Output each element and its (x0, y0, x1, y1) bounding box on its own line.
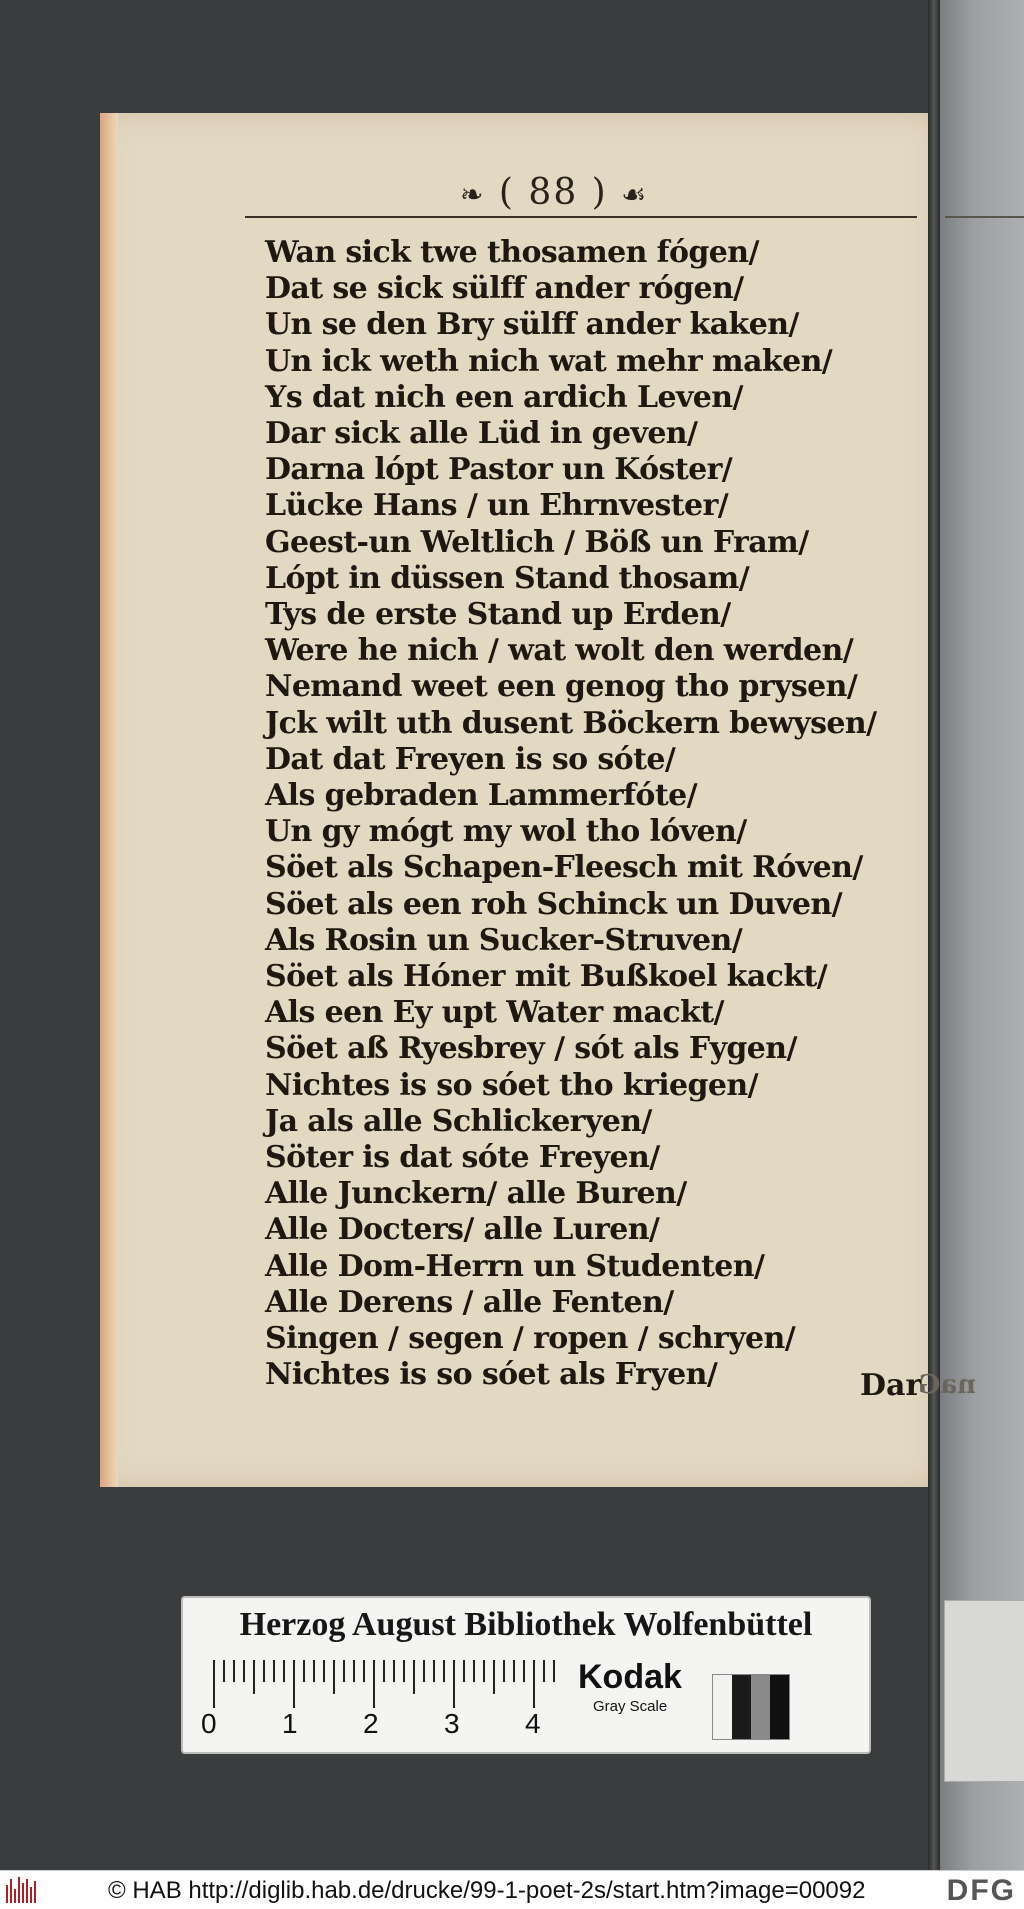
verse-line: Nemand weet een genog tho prysen/ (265, 669, 858, 705)
verse-line: Ja als alle Schlickeryen/ (265, 1103, 652, 1139)
verse-line: Singen / segen / ropen / schryen/ (265, 1321, 796, 1357)
poem-text (265, 235, 905, 1394)
gray-swatches (712, 1674, 790, 1740)
ruler-number: 1 (282, 1708, 298, 1739)
ruler-tick (483, 1660, 485, 1682)
logo-bar (10, 1879, 12, 1903)
verse-line: Lücke Hans / un Ehrnvester/ (265, 488, 729, 524)
ruler-tick (413, 1660, 415, 1694)
verse-line: Dar sick alle Lüd in geven/ (265, 416, 698, 452)
ruler-tick (223, 1660, 225, 1682)
ruler-tick (303, 1660, 305, 1682)
ruler-number: 3 (444, 1708, 460, 1739)
ruler-tick (253, 1660, 255, 1694)
header-rule (245, 216, 917, 218)
verse-line: Söet aß Ryesbrey / sót als Fygen/ (265, 1031, 797, 1067)
ornament-right-icon: ☙ (621, 178, 649, 211)
ruler-tick (283, 1660, 285, 1682)
dfg-logo: DFG (946, 1874, 1016, 1907)
ruler-tick (453, 1660, 455, 1708)
verse-line: Söet als een roh Schinck un Duven/ (265, 886, 842, 922)
verse-line: Alle Derens / alle Fenten/ (265, 1284, 674, 1320)
ruler-tick (443, 1660, 445, 1682)
verse-line: Alle Docters/ alle Luren/ (265, 1212, 660, 1248)
ruler-tick (373, 1660, 375, 1708)
ruler-tick (513, 1660, 515, 1682)
ruler-tick (393, 1660, 395, 1682)
verse-line: Nichtes is so sóet tho kriegen/ (265, 1067, 758, 1103)
ruler-tick (343, 1660, 345, 1682)
catchword: Dar (860, 1368, 922, 1403)
kodak-logo: Kodak (578, 1658, 682, 1696)
ruler-tick (293, 1660, 295, 1708)
ruler-tick (473, 1660, 475, 1682)
page-number: ( 88 ) (498, 172, 608, 213)
logo-bar (30, 1887, 32, 1903)
logo-bar (18, 1877, 20, 1903)
ruler-number: 0 (201, 1708, 217, 1739)
ruler-tick (543, 1660, 545, 1682)
verse-line: Nichtes is so sóet als Fryen/ (265, 1357, 718, 1393)
verse-line: Alle Junckern/ alle Buren/ (265, 1176, 687, 1212)
verse-line: Söter is dat sóte Freyen/ (265, 1140, 660, 1176)
ruler-tick (463, 1660, 465, 1682)
verse-line: Als Rosin un Sucker-Struven/ (265, 922, 743, 958)
page-left-edge (100, 113, 118, 1487)
gray-scale-label: Gray Scale (593, 1698, 668, 1715)
verse-line: Söet als Hóner mit Bußkoel kackt/ (265, 959, 828, 995)
gray-swatch (732, 1675, 751, 1739)
verse-line: Jck wilt uth dusent Böckern bewysen/ (265, 705, 877, 741)
ruler-tick (333, 1660, 335, 1694)
ruler-tick (433, 1660, 435, 1682)
verse-line: Dat se sick sülff ander rógen/ (265, 271, 744, 307)
verse-line: Alle Dom-Herrn un Studenten/ (265, 1248, 765, 1284)
ruler-tick (363, 1660, 365, 1682)
verse-line: Were he nich / wat wolt den werden/ (265, 633, 854, 669)
ruler-tick (263, 1660, 265, 1682)
ruler-tick (233, 1660, 235, 1682)
verse-line: Un gy mógt my wol tho lóven/ (265, 814, 747, 850)
ruler-tick (503, 1660, 505, 1682)
hab-logo-icon (6, 1877, 40, 1903)
verse-line: Un se den Bry sülff ander kaken/ (265, 307, 799, 343)
verse-line: Dat dat Freyen is so sóte/ (265, 741, 676, 777)
verse-line: Darna lópt Pastor un Kóster/ (265, 452, 733, 488)
ruler-tick (273, 1660, 275, 1682)
verse-line: Un ick weth nich wat mehr maken/ (265, 343, 833, 379)
ornament-left-icon: ❧ (460, 178, 486, 211)
verse-line: Ys dat nich een ardich Leven/ (265, 379, 743, 415)
show-through-text: naG (918, 1370, 976, 1400)
ruler-tick (553, 1660, 555, 1682)
ruler-tick (383, 1660, 385, 1682)
verse-line: Geest-un Weltlich / Böß un Fram/ (265, 524, 809, 560)
card-title: Herzog August Bibliothek Wolfenbüttel (239, 1606, 813, 1643)
verse-line: Tys de erste Stand up Erden/ (265, 597, 731, 633)
verse-line: Söet als Schapen-Fleesch mit Róven/ (265, 850, 863, 886)
gray-swatch (770, 1675, 789, 1739)
gray-swatch (751, 1675, 770, 1739)
ruler-tick (533, 1660, 535, 1708)
verse-line: Als een Ey upt Water mackt/ (265, 995, 724, 1031)
ruler-tick (213, 1660, 215, 1708)
logo-bar (22, 1883, 24, 1903)
verse-line: Lópt in düssen Stand thosam/ (265, 560, 750, 596)
ruler-tick (353, 1660, 355, 1682)
verse-line: Wan sick twe thosamen fógen/ (265, 235, 759, 270)
ruler-tick (323, 1660, 325, 1682)
ruler-number: 4 (525, 1708, 541, 1739)
adjacent-header-rule (945, 216, 1024, 218)
ruler-tick (523, 1660, 525, 1682)
ruler-tick (243, 1660, 245, 1682)
logo-bar (6, 1885, 8, 1903)
verse-line: Als gebraden Lammerfóte/ (265, 778, 697, 814)
logo-bar (34, 1881, 36, 1903)
footer-source-link[interactable]: © HAB http://diglib.hab.de/drucke/99-1-poet-2s/start.htm?image=00092 (108, 1877, 866, 1904)
ruler-number: 2 (363, 1708, 379, 1739)
ruler-scale (213, 1660, 553, 1712)
gray-swatch (713, 1675, 732, 1739)
logo-bar (14, 1889, 16, 1903)
color-reference-card (181, 1596, 871, 1754)
logo-bar (26, 1879, 28, 1903)
ruler-tick (313, 1660, 315, 1682)
footer-bar (0, 1870, 1024, 1909)
second-card-fragment (944, 1600, 1024, 1782)
book-gutter (928, 0, 940, 1870)
ruler-tick (493, 1660, 495, 1694)
adjacent-page-edge (940, 0, 1024, 1870)
ruler-tick (423, 1660, 425, 1682)
ruler-tick (403, 1660, 405, 1682)
